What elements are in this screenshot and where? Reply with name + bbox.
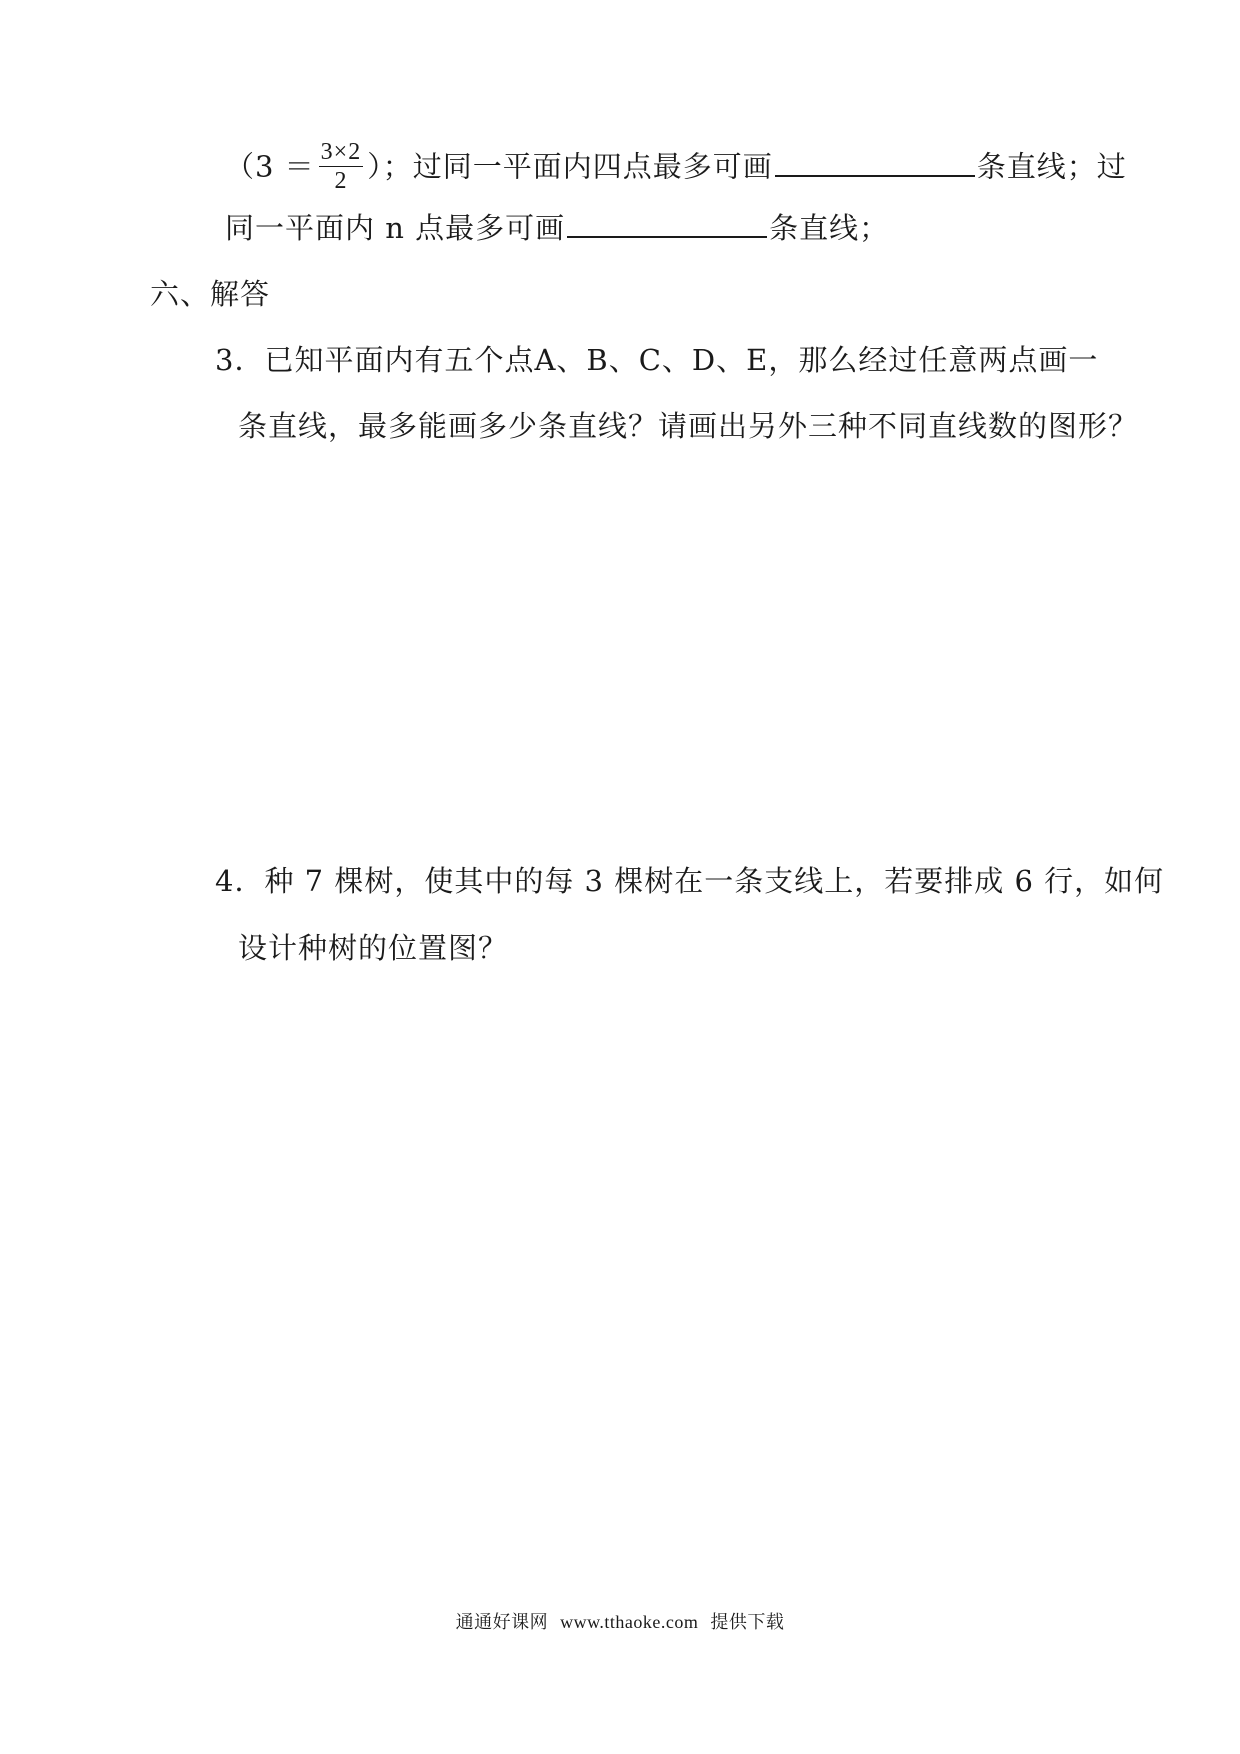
footer-url[interactable]: www.tthaoke.com	[560, 1612, 699, 1632]
question-prev-text-3: 同一平面内 n 点最多可画	[225, 211, 566, 245]
question-prev-line-2	[225, 208, 889, 246]
question-prev-text-4: 条直线；	[769, 211, 890, 245]
answer-blank-1[interactable]	[775, 147, 975, 177]
fraction-numerator: 3×2	[320, 139, 362, 165]
formula-open: （3 ＝	[225, 149, 315, 184]
footer-suffix: 提供下载	[710, 1612, 785, 1632]
question-prev-line-1	[225, 140, 1127, 197]
footer-site-name: 通通好课网	[455, 1612, 549, 1632]
section-heading: 六、解答	[150, 277, 271, 311]
fraction	[319, 138, 364, 195]
question-prev-text-2: 条直线；过	[976, 149, 1127, 184]
question-4-line-1: 4．种 7 棵树，使其中的每 3 棵树在一条支线上，若要排成 6 行，如何	[215, 864, 1165, 898]
question-4-line-2: 设计种树的位置图？	[238, 931, 509, 965]
answer-blank-2[interactable]	[567, 208, 767, 238]
question-3-line-2: 条直线，最多能画多少条直线？请画出另外三种不同直线数的图形？	[238, 409, 1139, 443]
question-3-line-1: 3．已知平面内有五个点A、B、C、D、E，那么经过任意两点画一	[215, 343, 1099, 377]
fraction-denominator: 2	[334, 168, 348, 194]
page-footer	[0, 1608, 1240, 1634]
question-prev-text-1: ）；过同一平面内四点最多可画	[367, 149, 773, 184]
